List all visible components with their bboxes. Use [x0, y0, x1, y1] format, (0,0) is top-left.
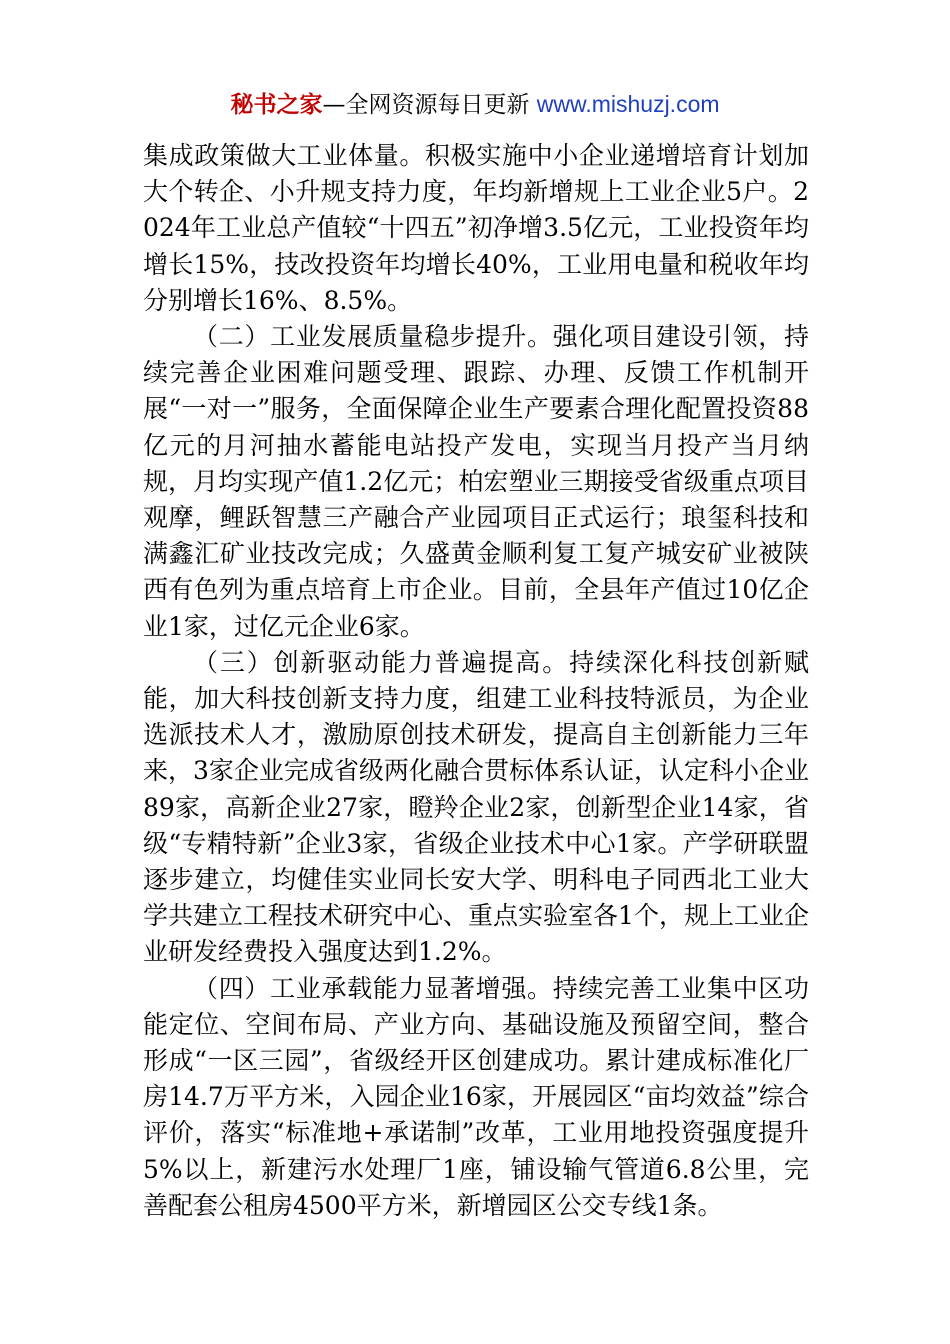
- paragraph-intro: 集成政策做大工业体量。积极实施中小企业递增培育计划加大个转企、小升规支持力度，年均新增规上工业企业5户。2024年工业总产值较“十四五”初净增3.5亿元，工业投资年均增长15%，技改投资年均增长40%，工业用电量和税收年均分别增长16%、8.5%。: [143, 141, 809, 315]
- paragraph-industrial-quality: （二）工业发展质量稳步提升。强化项目建设引领，持续完善企业困难问题受理、跟踪、办理、反馈工作机制开展“一对一”服务，全面保障企业生产要素合理化配置投资88亿元的月河抽水蓄能电站投产发电，实现当月投产当月纳规，月均实现产值1.2亿元；柏宏塑业三期接受省级重点项目观摩，鲤跃智慧三产融合产业园项目正式运行；琅玺科技和满鑫汇矿业技改完成；久盛黄金顺利复工复产城安矿业被陕西有色列为重点培育上市企业。目前，全县年产值过10亿企业1家，过亿元企业6家。: [143, 322, 809, 641]
- paragraph-innovation: （三）创新驱动能力普遍提高。持续深化科技创新赋能，加大科技创新支持力度，组建工业科技特派员，为企业选派技术人才，激励原创技术研发，提高自主创新能力三年来，3家企业完成省级两化融合贯标体系认证，认定科小企业89家，高新企业27家，瞪羚企业2家，创新型企业14家，省级“专精特新”企业3家，省级企业技术中心1家。产学研联盟逐步建立，均健佳实业同长安大学、明科电子同西北工业大学共建立工程技术研究中心、重点实验室各1个，规上工业企业研发经费投入强度达到1.2%。: [143, 647, 809, 967]
- page-header: [0, 86, 950, 123]
- site-url[interactable]: www.mishuzj.com: [536, 91, 720, 117]
- header-tagline: —全网资源每日更新: [322, 92, 537, 118]
- paragraph-carrying-capacity: （四）工业承载能力显著增强。持续完善工业集中区功能定位、空间布局、产业方向、基础设施及预留空间，整合形成“一区三园”，省级经开区创建成功。累计建成标准化厂房14.7万平方米，入园企业16家，开展园区“亩均效益”综合评价，落实“标准地+承诺制”改革，工业用地投资强度提升5%以上，新建污水处理厂1座，铺设输气管道6.8公里，完善配套公租房4500平方米，新增园区公交专线1条。: [143, 973, 809, 1220]
- brand-name: 秘书之家: [230, 92, 323, 118]
- document-body: [143, 138, 809, 1224]
